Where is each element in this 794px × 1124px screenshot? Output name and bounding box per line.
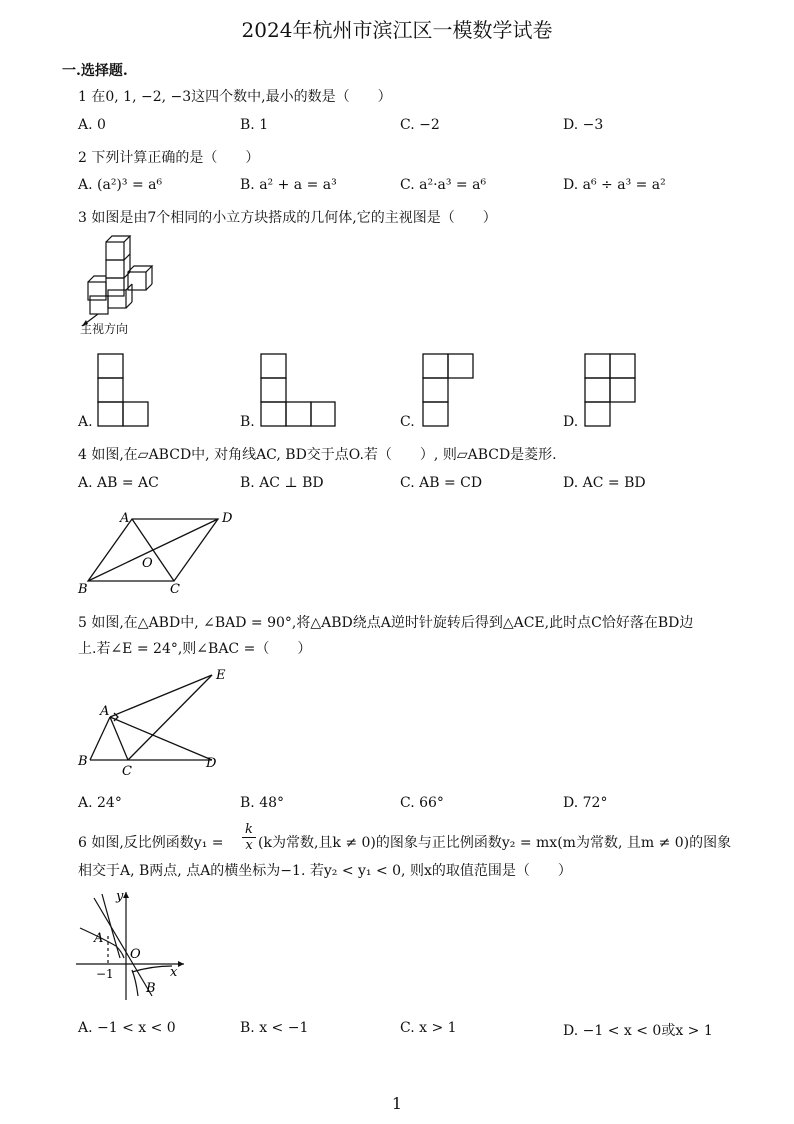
question-5-stem-line1: 5 如图,在△ABD中, ∠BAD = 90°,将△ABD绕点A逆时针旋转后得到△ACE,此时点C恰好落在BD边 (78, 615, 694, 631)
q4-option-a: A. AB = AC (78, 475, 159, 491)
q5-option-b: B. 48° (240, 795, 285, 811)
question-2-stem: 2 下列计算正确的是（ ） (78, 150, 260, 166)
point-o-label: O (142, 556, 153, 571)
q2-option-a: A. (a²)³ = a⁶ (78, 177, 163, 193)
q5-option-a: A. 24° (78, 795, 122, 811)
q4-option-b: B. AC ⊥ BD (240, 475, 324, 491)
q2-option-b: B. a² + a = a³ (240, 177, 337, 193)
question-4-stem: 4 如图,在▱ABCD中, 对角线AC, BD交于点O.若（ ）, 则▱ABCD是菱形. (78, 447, 557, 463)
question-5-stem-line2: 上.若∠E = 24°,则∠BAC =（ ） (78, 641, 312, 657)
q3-option-c-view (421, 352, 477, 430)
point-b-label: B (78, 754, 88, 769)
rotation-triangle-figure (72, 665, 232, 779)
parallelogram-figure (70, 505, 250, 597)
q5-option-c: C. 66° (400, 795, 444, 811)
point-e-label: E (216, 668, 226, 683)
q4-option-c: C. AB = CD (400, 475, 483, 491)
question-3-stem: 3 如图是由7个相同的小立方块搭成的几何体,它的主视图是（ ） (78, 210, 497, 226)
point-d-label: D (206, 756, 217, 771)
question-6-stem-part1: 6 如图,反比例函数y₁ = (78, 835, 224, 851)
point-b-label: B (78, 582, 88, 597)
q3-option-c: C. (400, 414, 415, 430)
page-number: 1 (391, 1094, 403, 1113)
fraction (242, 822, 256, 853)
q3-option-a: A. (78, 414, 93, 430)
point-d-label: D (222, 511, 233, 526)
y-axis-label: y (116, 889, 124, 904)
point-b-label: B (146, 981, 156, 996)
q5-option-d: D. 72° (563, 795, 608, 811)
q6-option-b: B. x < −1 (240, 1020, 309, 1036)
fraction-denominator: x (242, 837, 256, 853)
q3-option-a-view (96, 352, 152, 430)
fraction-numerator: k (245, 822, 253, 837)
q2-option-d: D. a⁶ ÷ a³ = a² (563, 177, 666, 193)
y-axis-arrow-icon (123, 892, 129, 898)
origin-label: O (130, 947, 141, 962)
question-6-stem-part2: (k为常数,且k ≠ 0)的图象与正比例函数y₂ = mx(m为常数, 且m ≠ 0)的图象 (258, 835, 732, 851)
view-direction-label: 主视方向 (80, 322, 129, 336)
section-heading: 一.选择题. (62, 63, 128, 79)
x-axis-arrow-icon (178, 961, 184, 967)
q1-option-a: A. 0 (78, 117, 106, 133)
q1-option-b: B. 1 (240, 117, 269, 133)
q1-option-d: D. −3 (563, 117, 604, 133)
q3-option-d-view (583, 352, 639, 430)
q6-option-d: D. −1 < x < 0或x > 1 (563, 1023, 713, 1039)
function-graph-figure (72, 888, 192, 1003)
question-6-stem-line2: 相交于A, B两点, 点A的横坐标为−1. 若y₂ < y₁ < 0, 则x的取值范围是（ ） (78, 863, 572, 879)
q3-option-b-view (259, 352, 339, 430)
q4-option-d: D. AC = BD (563, 475, 646, 491)
point-c-label: C (170, 582, 180, 597)
x-axis-label: x (170, 965, 178, 980)
point-a-label: A (120, 511, 130, 526)
page-title: 2024年杭州市滨江区一模数学试卷 (241, 18, 553, 42)
q2-option-c: C. a²·a³ = a⁶ (400, 177, 487, 193)
q3-option-b: B. (240, 414, 255, 430)
point-c-label: C (122, 764, 132, 779)
q6-option-a: A. −1 < x < 0 (78, 1020, 176, 1036)
q6-option-c: C. x > 1 (400, 1020, 457, 1036)
q1-option-c: C. −2 (400, 117, 440, 133)
q3-option-d: D. (563, 414, 579, 430)
question-1-stem: 1 在0, 1, −2, −3这四个数中,最小的数是（ ） (78, 89, 392, 105)
x-minus-one-label: −1 (96, 967, 114, 981)
point-a-label: A (94, 931, 104, 946)
point-a-label: A (100, 704, 110, 719)
